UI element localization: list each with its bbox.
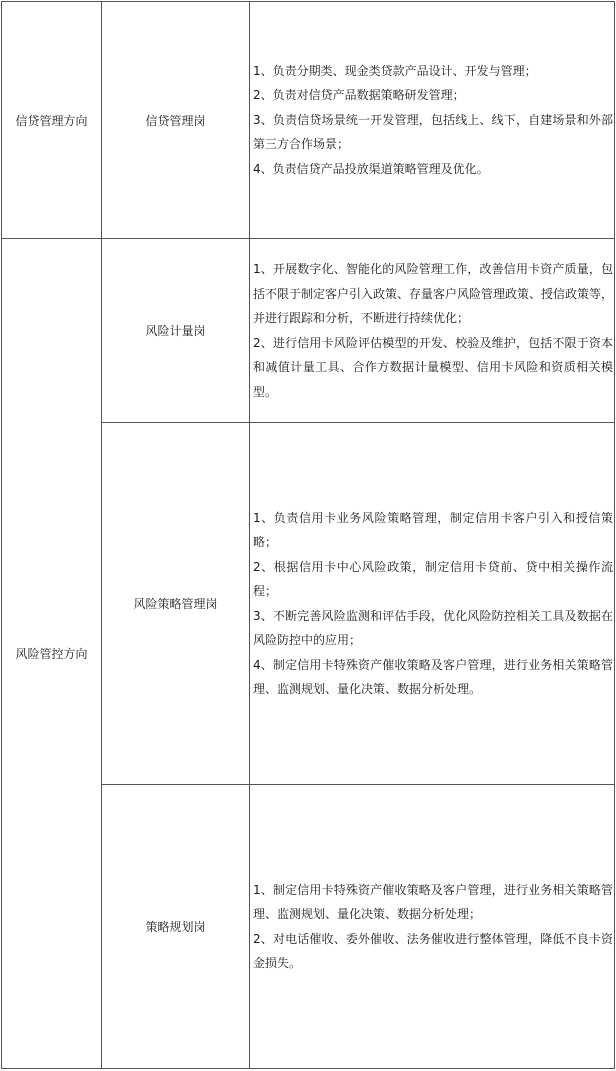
duties-cell: [250, 2, 615, 239]
duty-item: 2、对电话催收、委外催收、法务催收进行整体管理，降低不良卡资金损失。: [253, 931, 613, 970]
duties-cell: [250, 423, 615, 785]
position-cell: 风险计量岗: [102, 239, 250, 423]
duty-item: 3、负责信贷场景统一开发管理，包括线上、线下，自建场景和外部第三方合作场景；: [253, 112, 613, 152]
duty-item: 1、制定信用卡特殊资产催收策略及客户管理，进行业务相关策略管理、监测规划、量化决策、数据分析处理；: [253, 882, 613, 921]
job-description-table: [1, 1, 615, 1069]
position-cell: 信贷管理岗: [102, 2, 250, 239]
table-row: [2, 2, 615, 239]
position-cell: 风险策略管理岗: [102, 423, 250, 785]
duty-item: 1、负责信用卡业务风险策略管理，制定信用卡客户引入和授信策略；: [253, 510, 613, 549]
direction-cell: 风险管控方向: [2, 239, 102, 1069]
table-row: [2, 239, 615, 423]
direction-cell: 信贷管理方向: [2, 2, 102, 239]
duty-item: 2、根据信用卡中心风险政策，制定信用卡贷前、贷中相关操作流程；: [253, 559, 613, 598]
duty-item: 3、不断完善风险监测和评估手段，优化风险防控相关工具及数据在风险防控中的应用；: [253, 608, 613, 647]
duty-item: 2、进行信用卡风险评估模型的开发、校验及维护，包括不限于资本和减值计量工具、合作方数据计量模型、信用卡风险和资质相关模型。: [253, 335, 613, 399]
duty-item: 4、制定信用卡特殊资产催收策略及客户管理，进行业务相关策略管理、监测规划、量化决策、数据分析处理。: [253, 657, 613, 696]
duty-item: 1、负责分期类、现金类贷款产品设计、开发与管理；: [253, 63, 537, 78]
duties-cell: [250, 239, 615, 423]
duty-item: 1、开展数字化、智能化的风险管理工作，改善信用卡资产质量，包括不限于制定客户引入政策、存量客户风险管理政策、授信政策等，并进行跟踪和分析，不断进行持续优化；: [253, 262, 614, 325]
duty-item: 4、负责信贷产品投放渠道策略管理及优化。: [253, 161, 489, 176]
duties-cell: [250, 785, 615, 1069]
duty-item: 2、负责对信贷产品数据策略研发管理；: [253, 88, 465, 103]
position-cell: 策略规划岗: [102, 785, 250, 1069]
